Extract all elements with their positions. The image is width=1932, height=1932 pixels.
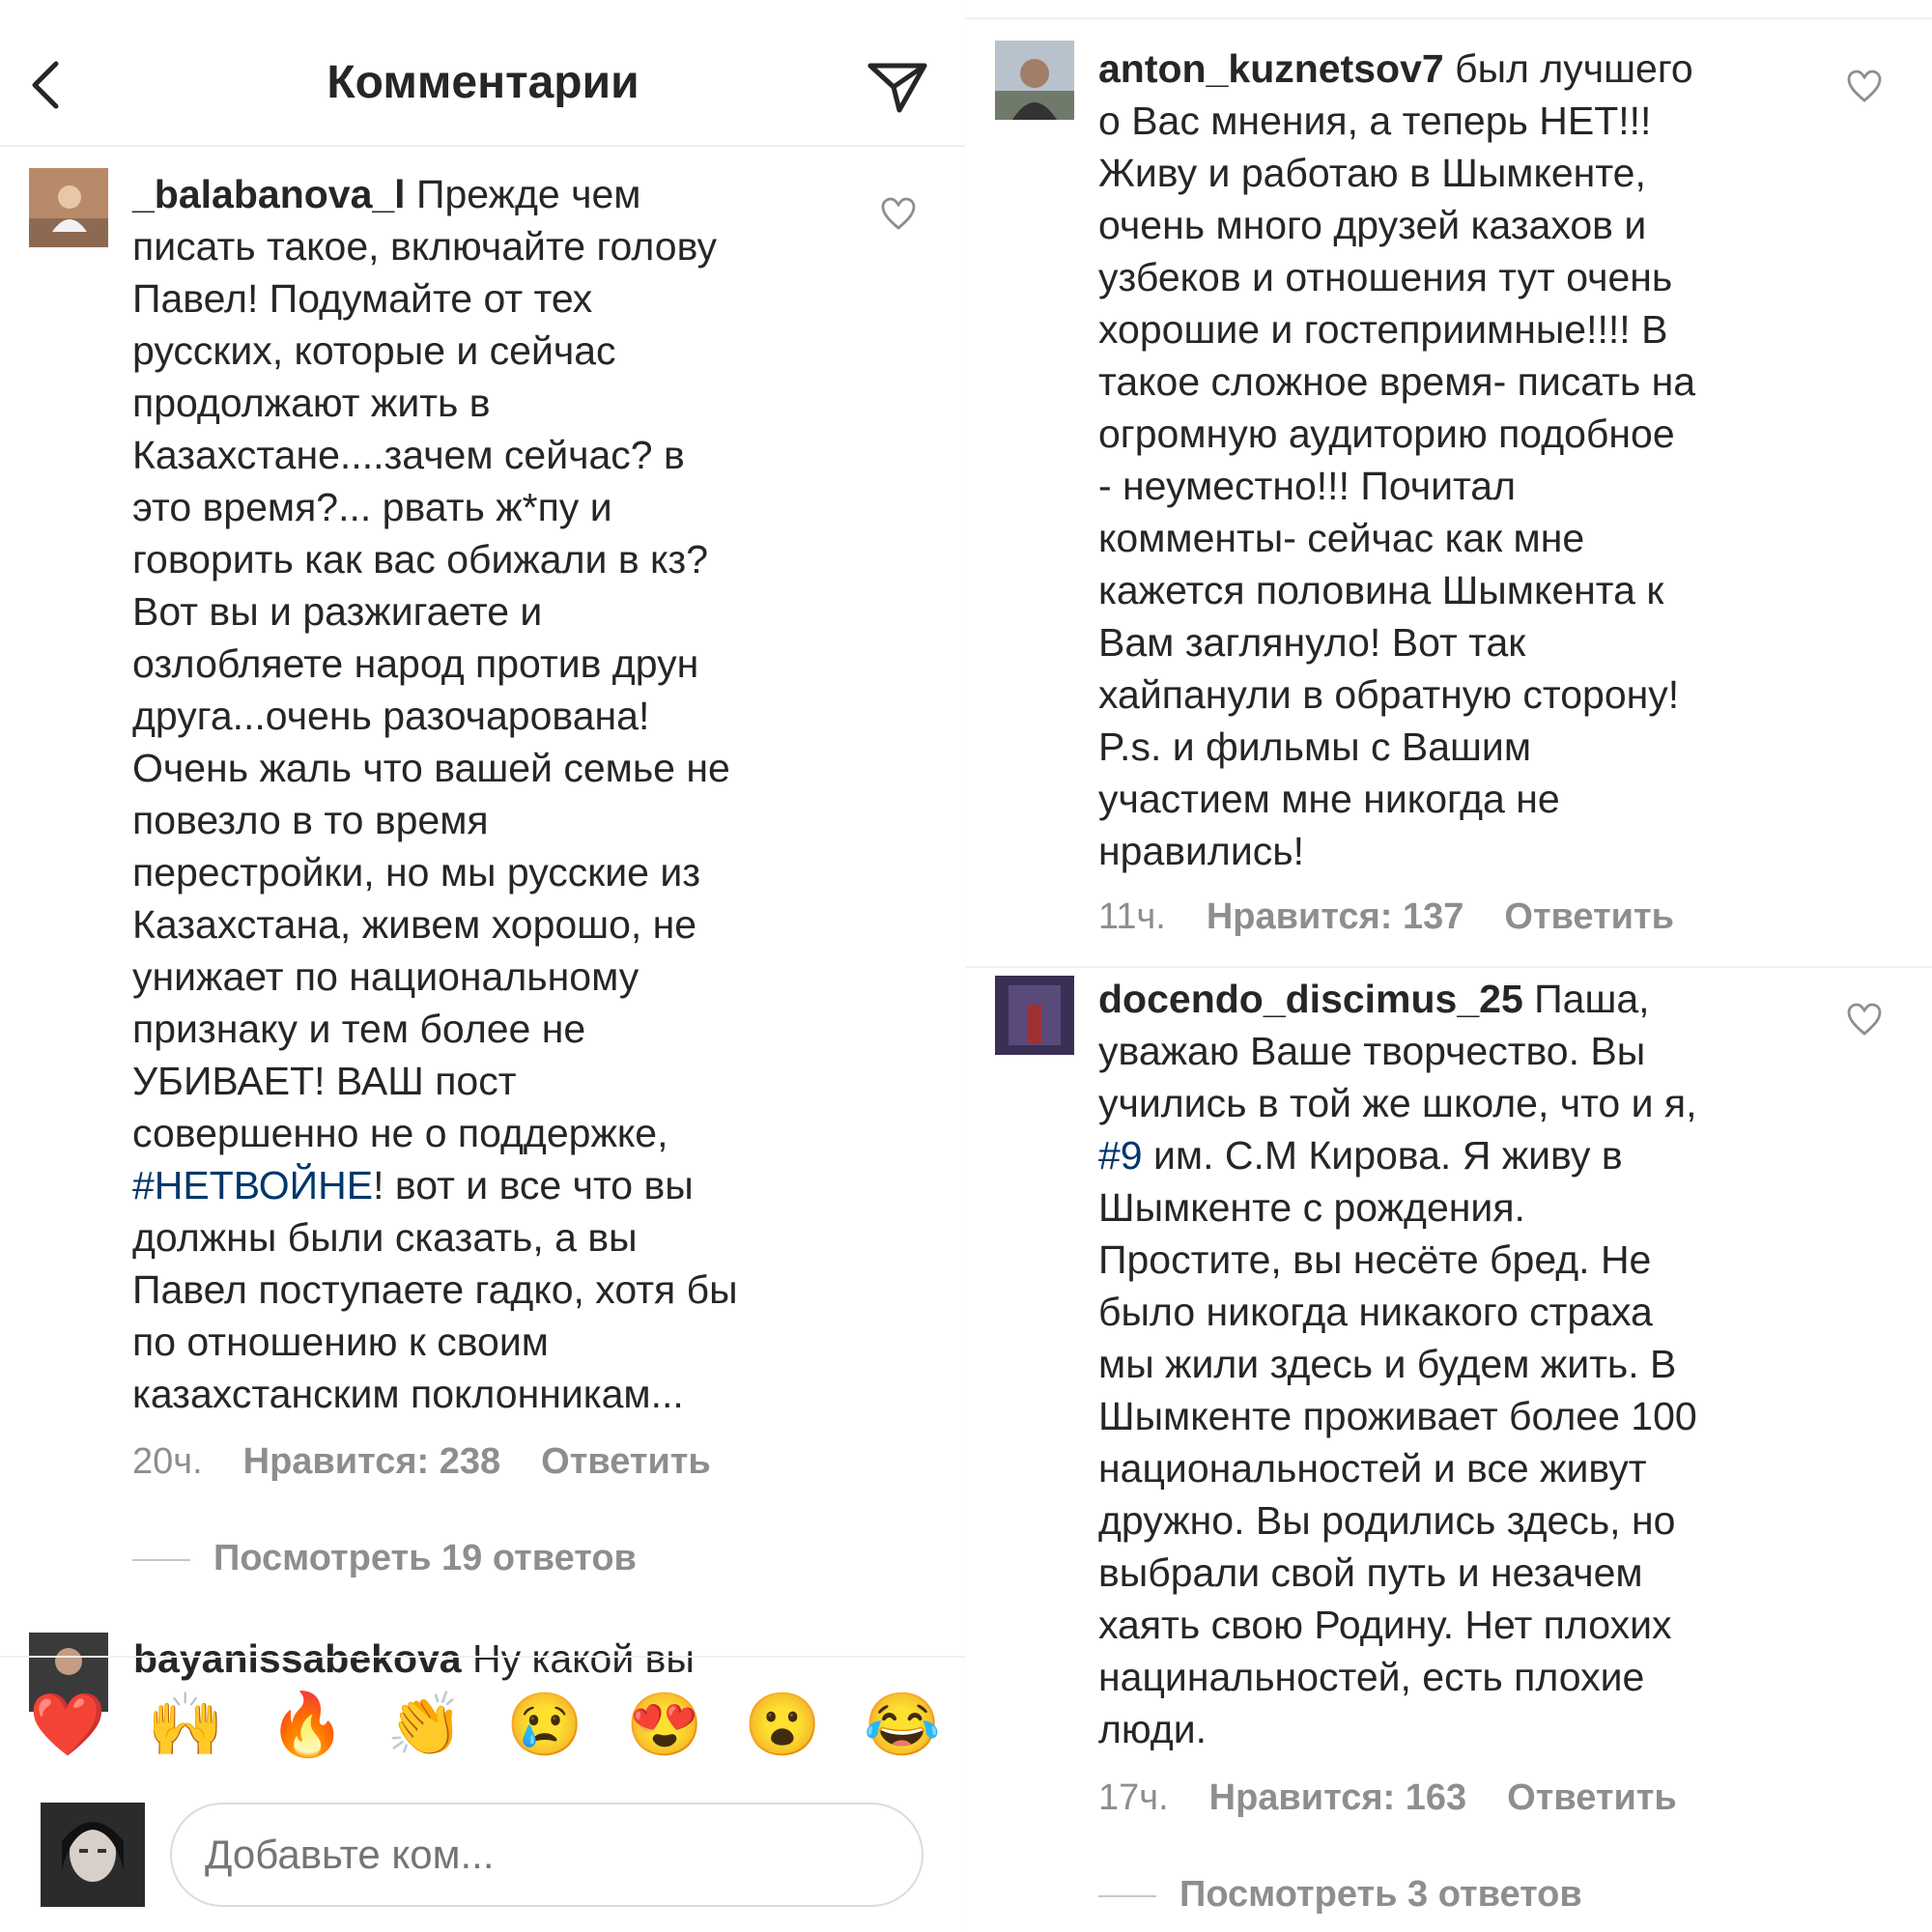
view-replies-label: Посмотреть 3 ответов: [1179, 1874, 1582, 1915]
share-button[interactable]: [865, 58, 932, 116]
reply-button[interactable]: Ответить: [1504, 896, 1674, 937]
comment-text: [1098, 973, 1833, 1755]
reply-button[interactable]: Ответить: [1507, 1777, 1677, 1818]
separator: [966, 966, 1932, 968]
heart-outline-icon: [1845, 1001, 1884, 1039]
user-avatar: [41, 1803, 145, 1907]
replies-divider: [132, 1559, 190, 1561]
hashtag-link[interactable]: #9: [1098, 1133, 1143, 1178]
avatar[interactable]: [995, 976, 1074, 1055]
heart-outline-icon: [879, 195, 918, 234]
right-screenshot: [966, 0, 1932, 1932]
surprised-emoji-button[interactable]: 😮: [744, 1690, 821, 1759]
paper-plane-icon: [865, 58, 932, 116]
partial-comment: [0, 1633, 966, 1681]
likes-count[interactable]: Нравится: 163: [1208, 1777, 1467, 1818]
reply-button[interactable]: Ответить: [541, 1441, 711, 1482]
comment-body: был лучшего о Вас мнения, а теперь НЕТ!!! Живу и работаю в Шымкенте, очень много друзей казахов и узбеков и отношения тут очень хорошие и гостеприимные!!!! В такое сложное время- писать на огромную аудиторию подобное - неуместно!!! Почитал комменты- сейчас как мне кажется половина Шымкента к Вам заглянуло! Вот так хайпанули в обратную сторону! P.s. и фильмы с Вашим участием мне никогда не нравились!: [1098, 46, 1696, 873]
comment-time: 20ч.: [132, 1441, 203, 1482]
crying-emoji-button[interactable]: 😢: [506, 1690, 583, 1759]
comment-time: 11ч.: [1098, 896, 1166, 937]
raised-hands-emoji-button[interactable]: 🙌: [147, 1690, 224, 1759]
comment-meta: [1098, 1777, 1718, 1819]
header: [0, 0, 966, 147]
comment-text: [1098, 43, 1833, 877]
clapping-emoji-button[interactable]: 👏: [386, 1690, 464, 1759]
heart-emoji-button[interactable]: ❤️: [29, 1690, 106, 1759]
avatar[interactable]: [995, 41, 1074, 120]
page-title: Комментарии: [327, 57, 639, 108]
fire-emoji-button[interactable]: 🔥: [269, 1690, 346, 1759]
view-replies-button[interactable]: [132, 1538, 637, 1579]
heart-outline-icon: [1845, 68, 1884, 106]
avatar[interactable]: [29, 168, 108, 247]
likes-count[interactable]: Нравится: 137: [1206, 896, 1464, 937]
comment-username[interactable]: anton_kuznetsov7: [1098, 46, 1444, 91]
like-button[interactable]: [879, 195, 918, 234]
view-replies-button[interactable]: [1098, 1874, 1582, 1916]
comment-username[interactable]: bayanissabekova: [133, 1636, 462, 1681]
hashtag-link[interactable]: #НЕТВОЙНЕ: [132, 1163, 374, 1208]
likes-count[interactable]: Нравится: 238: [242, 1441, 501, 1482]
replies-divider: [1098, 1895, 1156, 1897]
laughing-emoji-button[interactable]: 😂: [864, 1690, 941, 1759]
comment-body-continued: ! вот и все что вы должны были сказать, а вы Павел поступаете гадко, хотя бы по отношению к своим казахстанским поклонникам...: [132, 1163, 738, 1416]
comment-username[interactable]: _balabanova_l: [132, 172, 406, 216]
comment-time: 17ч.: [1098, 1777, 1169, 1818]
comment-input[interactable]: [170, 1803, 923, 1907]
comment-body: Прежде чем писать такое, включайте голову Павел! Подумайте от тех русских, которые и сейчас продолжают жить в Казахстане....зачем сейчас? в это время?... рвать ж*пу и говорить как вас обижали в кз? Вот вы и разжигаете и озлобляете народ против друн друга...очень разочарована! Очень жаль что вашей семье не повезло в то время перестройки, но мы русские из Казахстана, живем хорошо, не унижает по национальному признаку и тем более не УБИВАЕТ! ВАШ пост совершенно не о поддержке,: [132, 172, 730, 1155]
comment-meta: [132, 1441, 752, 1483]
like-button[interactable]: [1845, 1001, 1884, 1039]
comment-meta: [1098, 896, 1715, 938]
comment-body: Ну какой вы: [461, 1636, 695, 1681]
view-replies-label: Посмотреть 19 ответов: [213, 1538, 637, 1578]
comment-text: [132, 168, 867, 1420]
comment-body-continued: им. С.М Кирова. Я живу в Шымкенте с рождения. Простите, вы несёте бред. Не было никогда никакого страха мы жили здесь и будем жить. В Шымкенте проживает более 100 национальностей и все живут дружно. Вы родились здесь, но выбрали свой путь и незачем хаять свою Родину. Нет плохих нацинальностей, есть плохие люди.: [1098, 1133, 1697, 1751]
like-button[interactable]: [1845, 68, 1884, 106]
separator: [966, 17, 1932, 19]
comment-username[interactable]: docendo_discimus_25: [1098, 977, 1523, 1021]
heart-eyes-emoji-button[interactable]: 😍: [626, 1690, 703, 1759]
comment-body: Паша, уважаю Ваше творчество. Вы учились в той же школе, что и я,: [1098, 977, 1697, 1125]
emoji-quick-bar: [0, 1656, 966, 1783]
